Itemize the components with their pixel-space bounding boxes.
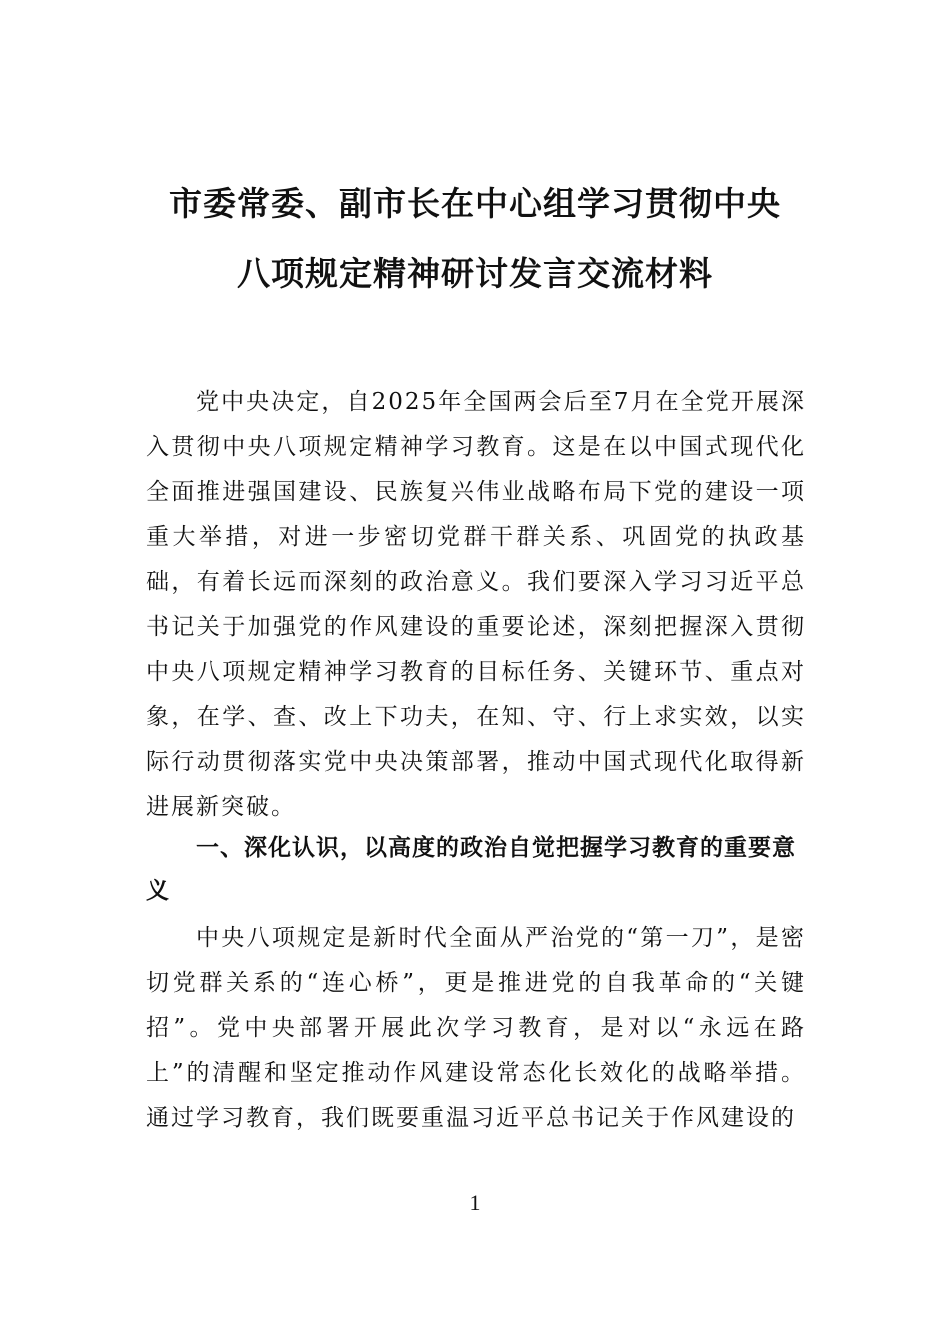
section-1-paragraph: 中央八项规定是新时代全面从严治党的“第一刀”，是密切党群关系的“连心桥”，更是推进党的自我革命的“关键招”。党中央部署开展此次学习教育，是对以“永远在路上”的清醒和坚定推动作风建设常态化长效化的战略举措。通过学习教育，我们既要重温习近平总书记关于作风建设的 — [146, 925, 806, 1131]
document-title-line-2: 八项规定精神研讨发言交流材料 — [237, 254, 713, 293]
intro-paragraph: 党中央决定，自2025年全国两会后至7月在全党开展深入贯彻中央八项规定精神学习教育。这是在以中国式现代化全面推进强国建设、民族复兴伟业战略布局下党的建设一项重大举措，对进一步密切党群干群关系、巩固党的执政基础，有着长远而深刻的政治意义。我们要深入学习习近平总书记关于加强党的作风建设的重要论述，深刻把握深入贯彻中央八项规定精神学习教育的目标任务、关键环节、重点对象，在学、查、改上下功夫，在知、守、行上求实效，以实际行动贯彻落实党中央决策部署，推动中国式现代化取得新进展新突破。 — [146, 389, 806, 820]
page-number: 1 — [469, 1190, 481, 1215]
section-heading-1: 一、深化认识，以高度的政治自觉把握学习教育的重要意义 — [146, 835, 796, 904]
document-title-line-1: 市委常委、副市长在中心组学习贯彻中央 — [169, 184, 781, 223]
